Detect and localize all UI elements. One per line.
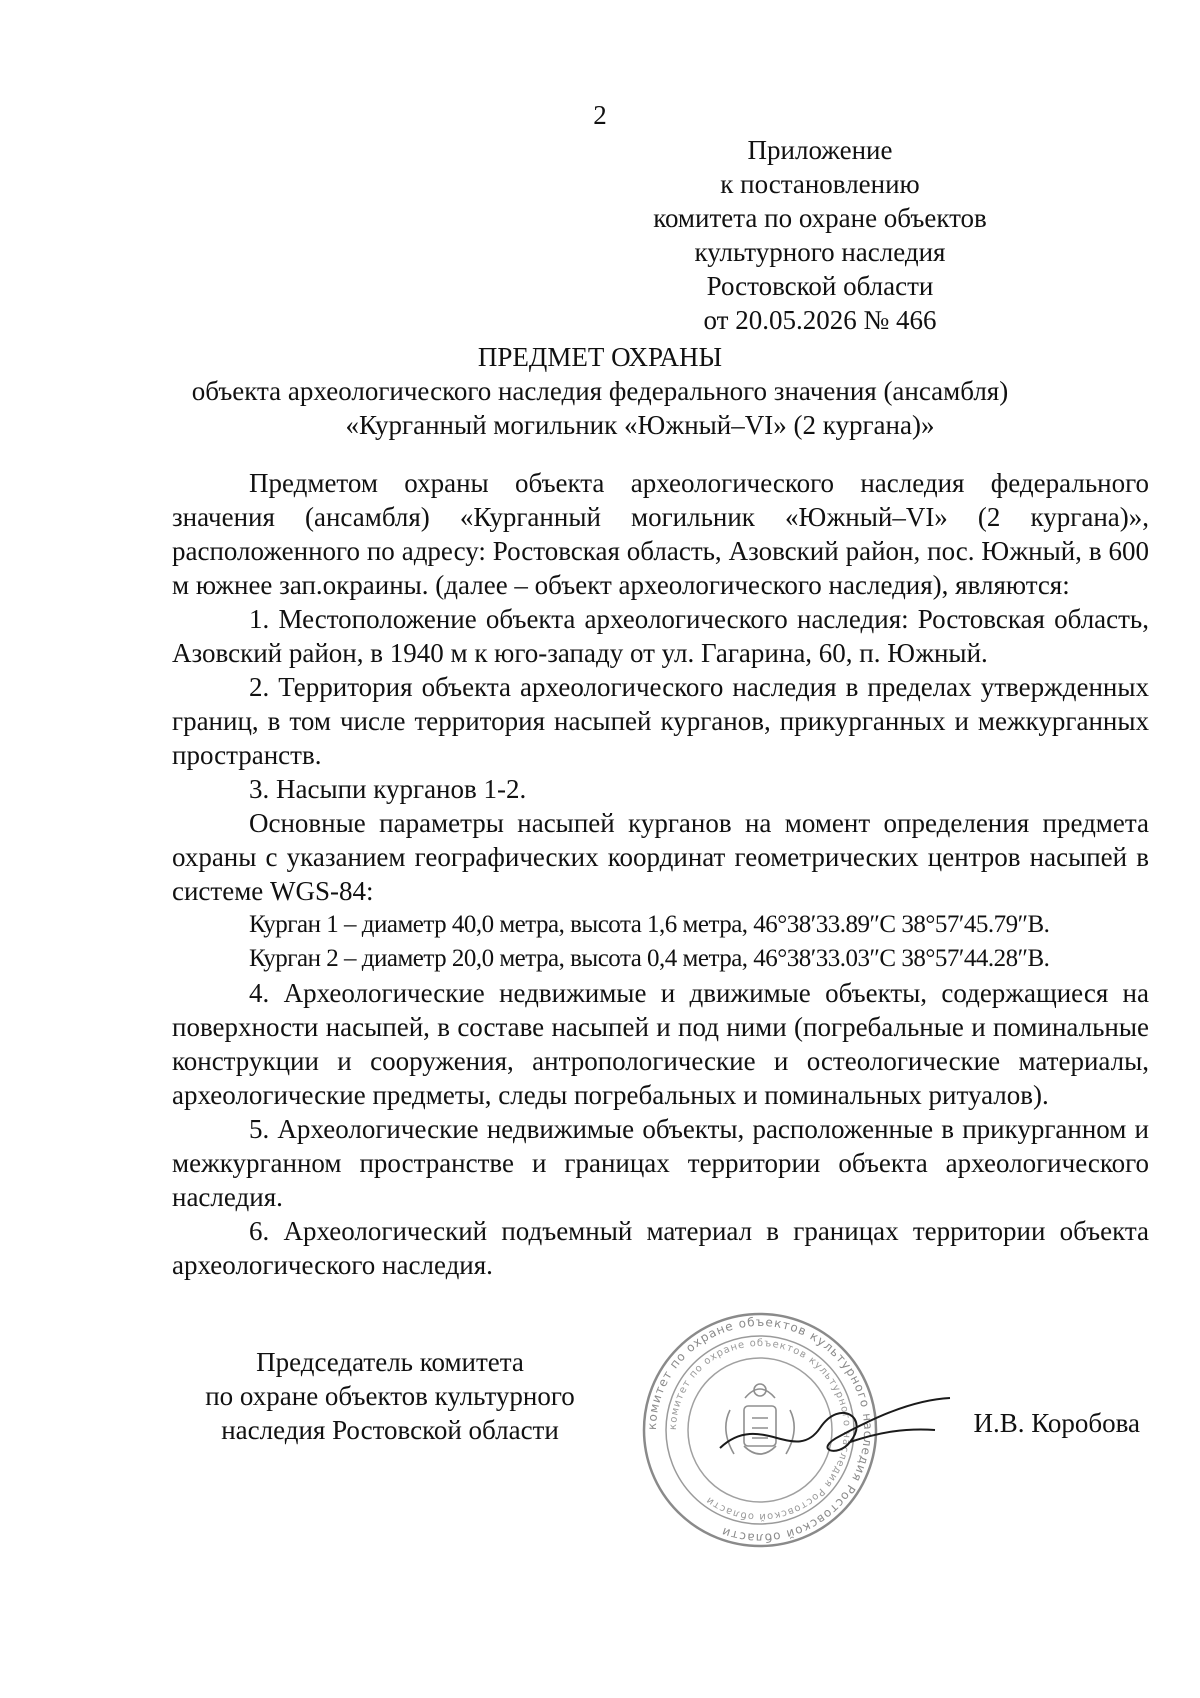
appendix-line: Ростовской области bbox=[706, 271, 934, 301]
appendix-line: культурного наследия bbox=[694, 237, 946, 267]
appendix-line: к постановлению bbox=[720, 169, 920, 199]
signatory-title bbox=[150, 1345, 630, 1447]
appendix-line: комитета по охране объектов bbox=[653, 203, 987, 233]
appendix-block bbox=[580, 133, 1060, 337]
stamp-inner-text: комитет по охране объектов культурного наследия Ростовской области bbox=[667, 1337, 853, 1523]
heading-subtitle: объекта археологического наследия федерального значения (ансамбля) bbox=[191, 376, 1009, 406]
item-4: 4. Археологические недвижимые и движимые объекты, содержащиеся на поверхности насыпей, в составе насыпей и под ними (погребальные и поминальные конструкции и сооружения, антропологические и остеологические материалы, археологические предметы, следы погребальных и поминальных ритуалов). bbox=[172, 978, 1149, 1110]
params-paragraph: Основные параметры насыпей курганов на момент определения предмета охраны с указанием географических координат геометрических центров насыпей в системе WGS-84: bbox=[172, 808, 1149, 906]
kurgan-1-line: Курган 1 – диаметр 40,0 метра, высота 1,6 метра, 46°38′33.89″С 38°57′45.79″В. bbox=[249, 911, 1050, 938]
signatory-title-line: наследия Ростовской области bbox=[221, 1415, 559, 1445]
appendix-line: Приложение bbox=[747, 135, 893, 165]
appendix-line: от 20.05.2026 № 466 bbox=[703, 305, 937, 335]
signatory-title-line: Председатель комитета bbox=[256, 1347, 524, 1377]
signatory-title-line: по охране объектов культурного bbox=[205, 1381, 575, 1411]
stamp-outer-text: комитет по охране объектов культурного наследия Ростовской области bbox=[644, 1314, 876, 1546]
document-heading bbox=[0, 340, 1200, 442]
item-6: 6. Археологический подъемный материал в границах территории объекта археологического наследия. bbox=[172, 1216, 1149, 1280]
signatory-name: И.В. Коробова bbox=[973, 1408, 1140, 1438]
item-3: 3. Насыпи курганов 1-2. bbox=[249, 774, 527, 804]
page-number: 2 bbox=[593, 100, 607, 130]
item-1: 1. Местоположение объекта археологического наследия: Ростовская область, Азовский район, в 1940 м к юго-западу от ул. Гагарина, 60, п. Южный. bbox=[172, 604, 1149, 668]
document-body bbox=[172, 466, 1149, 1282]
item-5: 5. Археологические недвижимые объекты, расположенные в прикурганном и межкурганном пространстве и границах территории объекта археологического наследия. bbox=[172, 1114, 1149, 1212]
item-2: 2. Территория объекта археологического наследия в пределах утвержденных границ, в том числе территория насыпей курганов, прикурганных и межкурганных пространств. bbox=[172, 672, 1149, 770]
heading-title: ПРЕДМЕТ ОХРАНЫ bbox=[477, 342, 723, 372]
intro-paragraph: Предметом охраны объекта археологического наследия федерального значения (ансамбля) «Курганный могильник «Южный–VI» (2 кургана)», расположенного по адресу: Ростовская область, Азовский район, пос. Южный, в 600 м южнее зап.окраины. (далее – объект археологического наследия), являются: bbox=[172, 468, 1149, 600]
kurgan-2-line: Курган 2 – диаметр 20,0 метра, высота 0,4 метра, 46°38′33.03″С 38°57′44.28″В. bbox=[249, 945, 1050, 972]
handwritten-signature bbox=[700, 1370, 960, 1490]
heading-object-name: «Курганный могильник «Южный–VI» (2 кургана)» bbox=[345, 410, 935, 440]
